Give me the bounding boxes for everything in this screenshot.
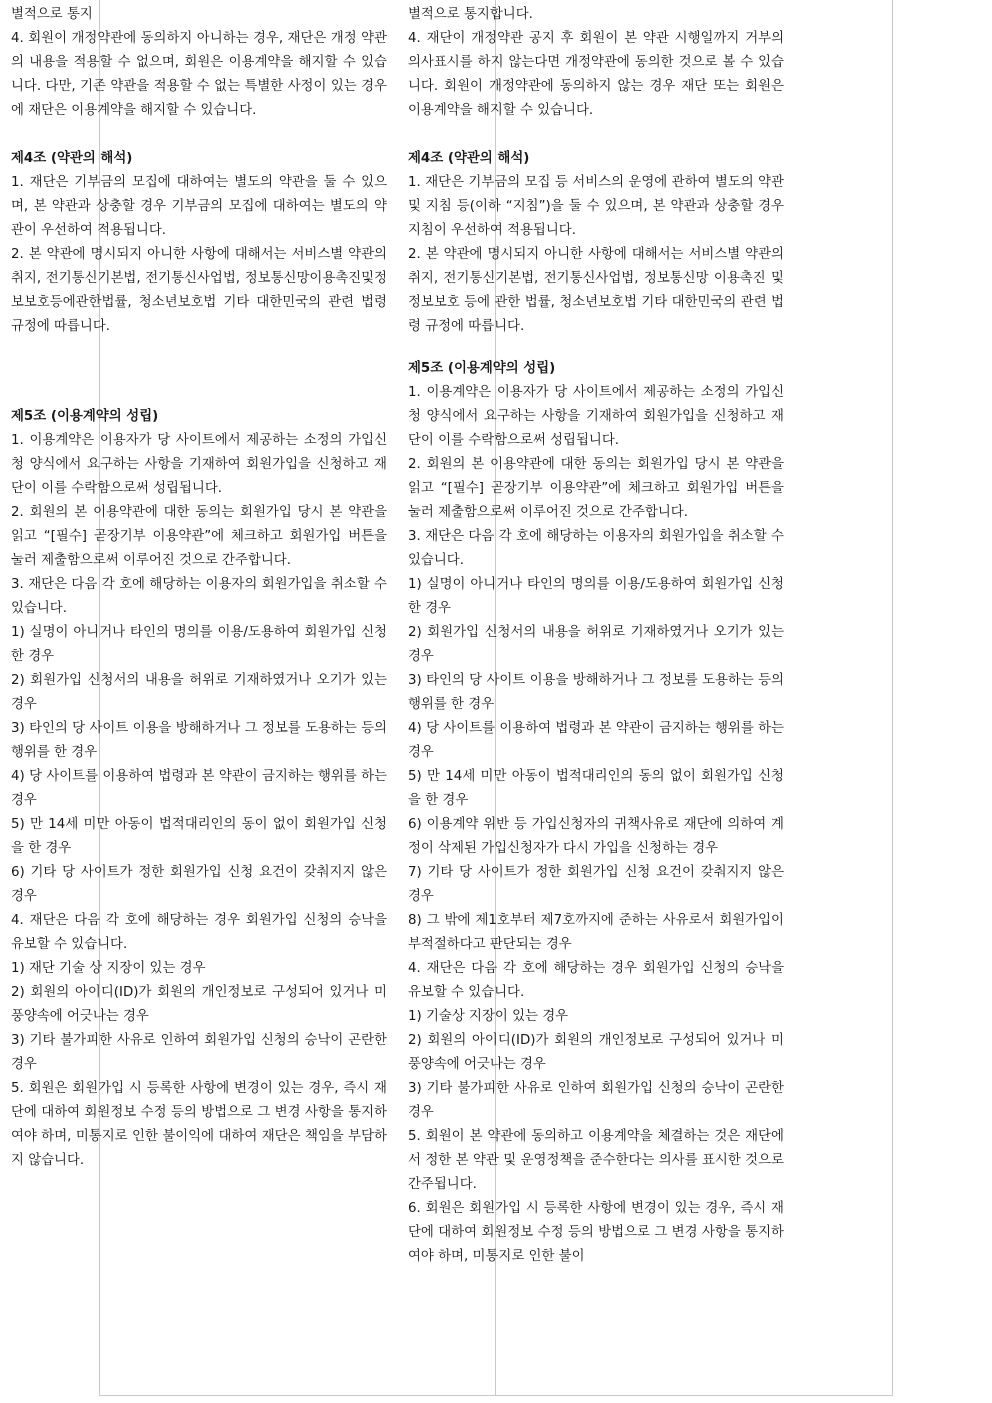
article-3-tail <box>408 3 784 123</box>
article-5-title: 제5조 (이용계약의 성립) <box>408 361 556 376</box>
article-4-title: 제4조 (약관의 해석) <box>11 151 133 166</box>
list-item: 6) 이용계약 위반 등 가입신청자의 귀책사유로 재단에 의하여 계정이 삭제된 가입신청자가 다시 가입을 신청하는 경우 <box>408 817 784 856</box>
list-item: 1) 기술상 지장이 있는 경우 <box>408 1009 569 1024</box>
list-item: 4) 당 사이트를 이용하여 법령과 본 약관이 금지하는 행위를 하는 경우 <box>11 769 387 808</box>
list-item: 7) 기타 당 사이트가 정한 회원가입 신청 요건이 갖춰지지 않은 경우 <box>408 865 784 904</box>
list-item: 1) 실명이 아니거나 타인의 명의를 이용/도용하여 회원가입 신청한 경우 <box>408 577 784 616</box>
list-item: 2) 회원의 아이디(ID)가 회원의 개인정보로 구성되어 있거나 미풍양속에 어긋나는 경우 <box>11 985 387 1024</box>
paragraph: 2. 본 약관에 명시되지 아니한 사항에 대해서는 서비스별 약관의 취지, 전기통신기본법, 전기통신사업법, 정보통신망이용촉진및정보보호등에관한법률, 청소년보호법 기타 대한민국의 관련 법령 규정에 따릅니다. <box>11 247 387 334</box>
current-terms-column <box>11 3 387 1173</box>
paragraph: 5. 회원이 본 약관에 동의하고 이용계약을 체결하는 것은 재단에서 정한 본 약관 및 운영정책을 준수한다는 의사를 표시한 것으로 간주됩니다. <box>408 1129 784 1192</box>
paragraph: 6. 회원은 회원가입 시 등록한 사항에 변경이 있는 경우, 즉시 재단에 대하여 회원정보 수정 등의 방법으로 그 변경 사항을 통지하여야 하며, 미통지로 인한 불이 <box>408 1201 784 1264</box>
paragraph: 1. 이용계약은 이용자가 당 사이트에서 제공하는 소정의 가입신청 양식에서 요구하는 사항을 기재하여 회원가입을 신청하고 재단이 이를 수락함으로써 성립됩니다. <box>408 385 784 448</box>
paragraph: 4. 재단은 다음 각 호에 해당하는 경우 회원가입 신청의 승낙을 유보할 수 있습니다. <box>11 913 387 952</box>
paragraph: 3. 재단은 다음 각 호에 해당하는 이용자의 회원가입을 취소할 수 있습니다. <box>11 577 387 616</box>
article-5-title: 제5조 (이용계약의 성립) <box>11 409 159 424</box>
paragraph: 1. 재단은 기부금의 모집에 대하여는 별도의 약관을 둘 수 있으며, 본 약관과 상충할 경우 기부금의 모집에 대하여는 별도의 약관이 우선하여 적용됩니다. <box>11 175 387 238</box>
article-4-title: 제4조 (약관의 해석) <box>408 151 530 166</box>
paragraph: 2. 회원의 본 이용약관에 대한 동의는 회원가입 당시 본 약관을 읽고 “[필수] 곧장기부 이용약관”에 체크하고 회원가입 버튼을 눌러 제출함으로써 이루어진 것으로 간주합니다. <box>11 505 387 568</box>
list-item: 3) 기타 불가피한 사유로 인하여 회원가입 신청의 승낙이 곤란한 경우 <box>408 1081 784 1120</box>
paragraph: 2. 회원의 본 이용약관에 대한 동의는 회원가입 당시 본 약관을 읽고 “[필수] 곧장기부 이용약관”에 체크하고 회원가입 버튼을 눌러 제출함으로써 이루어진 것으로 간주합니다. <box>408 457 784 520</box>
paragraph: 2. 본 약관에 명시되지 아니한 사항에 대해서는 서비스별 약관의 취지, 전기통신기본법, 전기통신사업법, 정보통신망 이용촉진 및 정보보호 등에 관한 법률, 청소년보호법 기타 대한민국의 관련 법령 규정에 따릅니다. <box>408 247 784 334</box>
list-item: 8) 그 밖에 제1호부터 제7호까지에 준하는 사유로서 회원가입이 부적절하다고 판단되는 경우 <box>408 913 784 952</box>
article-3-tail <box>11 3 387 123</box>
paragraph: 별적으로 통지합니다. <box>408 7 533 22</box>
list-item: 1) 재단 기술 상 지장이 있는 경우 <box>11 961 206 976</box>
list-item: 6) 기타 당 사이트가 정한 회원가입 신청 요건이 갖춰지지 않은 경우 <box>11 865 387 904</box>
list-item: 3) 타인의 당 사이트 이용을 방해하거나 그 정보를 도용하는 등의 행위를 한 경우 <box>11 721 387 760</box>
list-item: 4) 당 사이트를 이용하여 법령과 본 약관이 금지하는 행위를 하는 경우 <box>408 721 784 760</box>
list-item: 2) 회원의 아이디(ID)가 회원의 개인정보로 구성되어 있거나 미풍양속에 어긋나는 경우 <box>408 1033 784 1072</box>
list-item: 5) 만 14세 미만 아동이 법적대리인의 동의 없이 회원가입 신청을 한 경우 <box>408 769 784 808</box>
list-item: 1) 실명이 아니거나 타인의 명의를 이용/도용하여 회원가입 신청한 경우 <box>11 625 387 664</box>
revised-terms-column <box>408 3 784 1269</box>
paragraph: 별적으로 통지 <box>11 7 93 22</box>
paragraph: 1. 이용계약은 이용자가 당 사이트에서 제공하는 소정의 가입신청 양식에서 요구하는 사항을 기재하여 회원가입을 신청하고 재단이 이를 수락함으로써 성립됩니다. <box>11 433 387 496</box>
paragraph: 5. 회원은 회원가입 시 등록한 사항에 변경이 있는 경우, 즉시 재단에 대하여 회원정보 수정 등의 방법으로 그 변경 사항을 통지하여야 하며, 미통지로 인한 불이익에 대하여 재단은 책임을 부담하지 않습니다. <box>11 1081 387 1168</box>
list-item: 3) 기타 불가피한 사유로 인하여 회원가입 신청의 승낙이 곤란한 경우 <box>11 1033 387 1072</box>
paragraph: 4. 재단이 개정약관 공지 후 회원이 본 약관 시행일까지 거부의 의사표시를 하지 않는다면 개정약관에 동의한 것으로 볼 수 있습니다. 회원이 개정약관에 동의하지 않는 경우 재단 또는 회원은 이용계약을 해지할 수 있습니다. <box>408 31 784 118</box>
list-item: 3) 타인의 당 사이트 이용을 방해하거나 그 정보를 도용하는 등의 행위를 한 경우 <box>408 673 784 712</box>
paragraph: 4. 회원이 개정약관에 동의하지 아니하는 경우, 재단은 개정 약관의 내용을 적용할 수 없으며, 회원은 이용계약을 해지할 수 있습니다. 다만, 기존 약관을 적용할 수 없는 특별한 사정이 있는 경우에 재단은 이용계약을 해지할 수 있습니다. <box>11 31 387 118</box>
list-item: 2) 회원가입 신청서의 내용을 허위로 기재하였거나 오기가 있는 경우 <box>408 625 784 664</box>
list-item: 5) 만 14세 미만 아동이 법적대리인의 동이 없이 회원가입 신청을 한 경우 <box>11 817 387 856</box>
list-item: 2) 회원가입 신청서의 내용을 허위로 기재하였거나 오기가 있는 경우 <box>11 673 387 712</box>
paragraph: 3. 재단은 다음 각 호에 해당하는 이용자의 회원가입을 취소할 수 있습니다. <box>408 529 784 568</box>
paragraph: 4. 재단은 다음 각 호에 해당하는 경우 회원가입 신청의 승낙을 유보할 수 있습니다. <box>408 961 784 1000</box>
paragraph: 1. 재단은 기부금의 모집 등 서비스의 운영에 관하여 별도의 약관 및 지침 등(이하 “지침”)을 둘 수 있으며, 본 약관과 상충할 경우 지침이 우선하여 적용됩니다. <box>408 175 784 238</box>
